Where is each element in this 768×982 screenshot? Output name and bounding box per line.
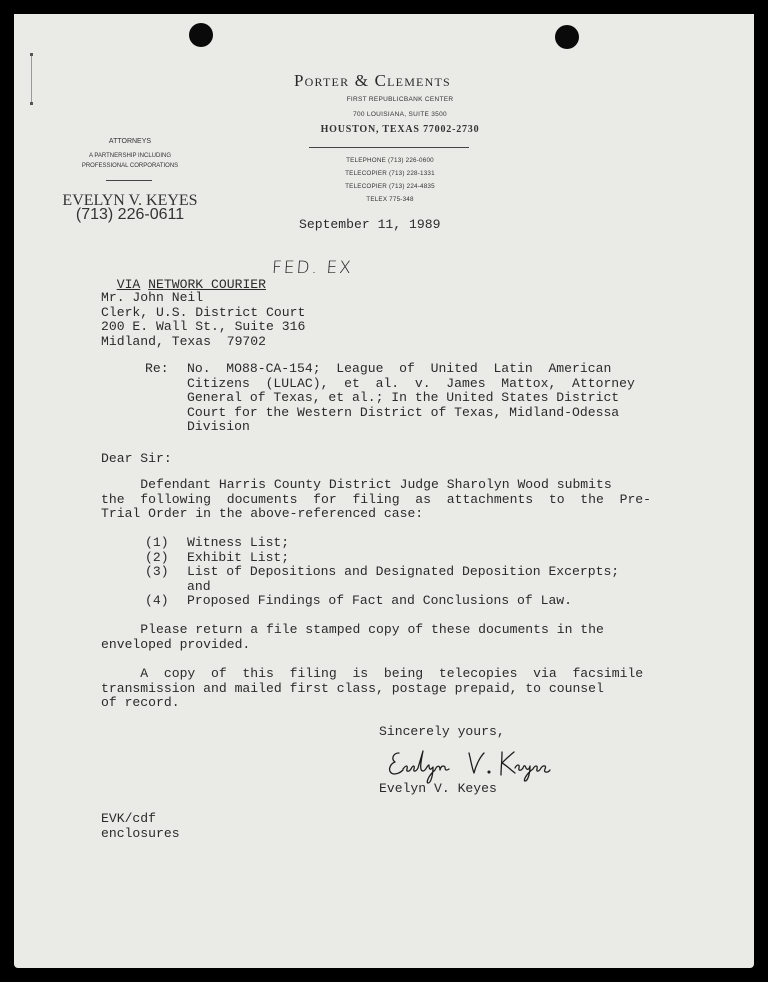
list-item-number: (4) bbox=[145, 593, 169, 608]
delivery-line bbox=[101, 263, 266, 292]
recipient-name: Mr. John Neil bbox=[101, 290, 204, 305]
list-item-number: (1) bbox=[145, 535, 169, 550]
paragraph-2-line: Please return a file stamped copy of these documents in the bbox=[101, 622, 604, 637]
delivery-prefix: VIA bbox=[116, 276, 141, 292]
re-line: Court for the Western District of Texas, Midland-Odessa bbox=[187, 404, 620, 420]
list-item-number: (3) bbox=[145, 564, 169, 579]
partnership-line-2: PROFESSIONAL CORPORATIONS bbox=[81, 163, 179, 169]
handwritten-signature bbox=[385, 743, 565, 785]
punch-hole-left bbox=[189, 23, 213, 47]
letterhead-divider bbox=[309, 147, 469, 148]
enclosures-notation: enclosures bbox=[101, 825, 180, 841]
staple-mark-top bbox=[30, 53, 33, 56]
re-line: General of Texas, et al.; In the United States District bbox=[187, 390, 620, 405]
delivery-struck-method: NETWORK COURIER bbox=[148, 276, 267, 292]
closing: Sincerely yours, bbox=[379, 724, 505, 739]
re-line: No. MO88-CA-154; League of United Latin American bbox=[187, 361, 612, 376]
attorney-phone: (713) 226-0611 bbox=[75, 206, 185, 223]
salutation: Dear Sir: bbox=[101, 451, 172, 466]
left-column-divider bbox=[106, 180, 152, 181]
paragraph-3-line: A copy of this filing is being telecopies via facsimile bbox=[101, 666, 644, 681]
signer-name: Evelyn V. Keyes bbox=[379, 781, 497, 796]
attorneys-heading: ATTORNEYS bbox=[108, 138, 152, 145]
handwritten-fedex: FED. EX bbox=[271, 258, 354, 278]
list-item-text: Witness List; bbox=[187, 535, 290, 550]
list-item-text: Proposed Findings of Fact and Conclusions of Law. bbox=[187, 593, 573, 608]
list-item-text: and bbox=[187, 578, 211, 594]
firm-street: 700 LOUISIANA, SUITE 3500 bbox=[353, 111, 447, 118]
staple-mark-bottom bbox=[30, 102, 33, 105]
paragraph-1-line: Defendant Harris County District Judge Sharolyn Wood submits bbox=[101, 477, 612, 492]
telecopier-1: TELECOPIER (713) 228-1331 bbox=[345, 170, 435, 177]
paragraph-1-line: Trial Order in the above-referenced case: bbox=[101, 506, 424, 521]
staple-mark bbox=[31, 54, 32, 104]
recipient-street: 200 E. Wall St., Suite 316 bbox=[101, 319, 306, 334]
telecopier-2: TELECOPIER (713) 224-4835 bbox=[345, 183, 435, 190]
attorney-name: EVELYN V. KEYES bbox=[62, 192, 198, 209]
firm-city: HOUSTON, TEXAS 77002-2730 bbox=[320, 124, 480, 135]
re-line: Division bbox=[187, 419, 250, 434]
paragraph-3-line: of record. bbox=[101, 695, 180, 710]
list-item-text: List of Depositions and Designated Deposition Excerpts; bbox=[187, 564, 620, 579]
re-line: Citizens (LULAC), et al. v. James Mattox, Attorney bbox=[187, 375, 635, 391]
telephone: TELEPHONE (713) 226-0600 bbox=[346, 157, 434, 164]
paragraph-2-line: enveloped provided. bbox=[101, 636, 251, 652]
firm-name: Porter & Clements bbox=[294, 71, 451, 90]
paragraph-1-line: the following documents for filing as attachments to the Pre- bbox=[101, 491, 652, 507]
re-label: Re: bbox=[145, 361, 169, 376]
recipient-title: Clerk, U.S. District Court bbox=[101, 304, 306, 320]
list-item-number: (2) bbox=[145, 549, 169, 565]
recipient-city: Midland, Texas 79702 bbox=[101, 333, 267, 349]
paragraph-3-line: transmission and mailed first class, postage prepaid, to counsel bbox=[101, 680, 604, 696]
telex: TELEX 775-348 bbox=[366, 196, 414, 203]
firm-building: FIRST REPUBLICBANK CENTER bbox=[346, 96, 454, 103]
typist-initials: EVK/cdf bbox=[101, 811, 157, 826]
partnership-line-1: A PARTNERSHIP INCLUDING bbox=[88, 153, 172, 159]
signature-icon bbox=[385, 743, 565, 785]
punch-hole-right bbox=[555, 25, 579, 49]
letter-date: September 11, 1989 bbox=[299, 217, 441, 232]
list-item-text: Exhibit List; bbox=[187, 549, 290, 565]
